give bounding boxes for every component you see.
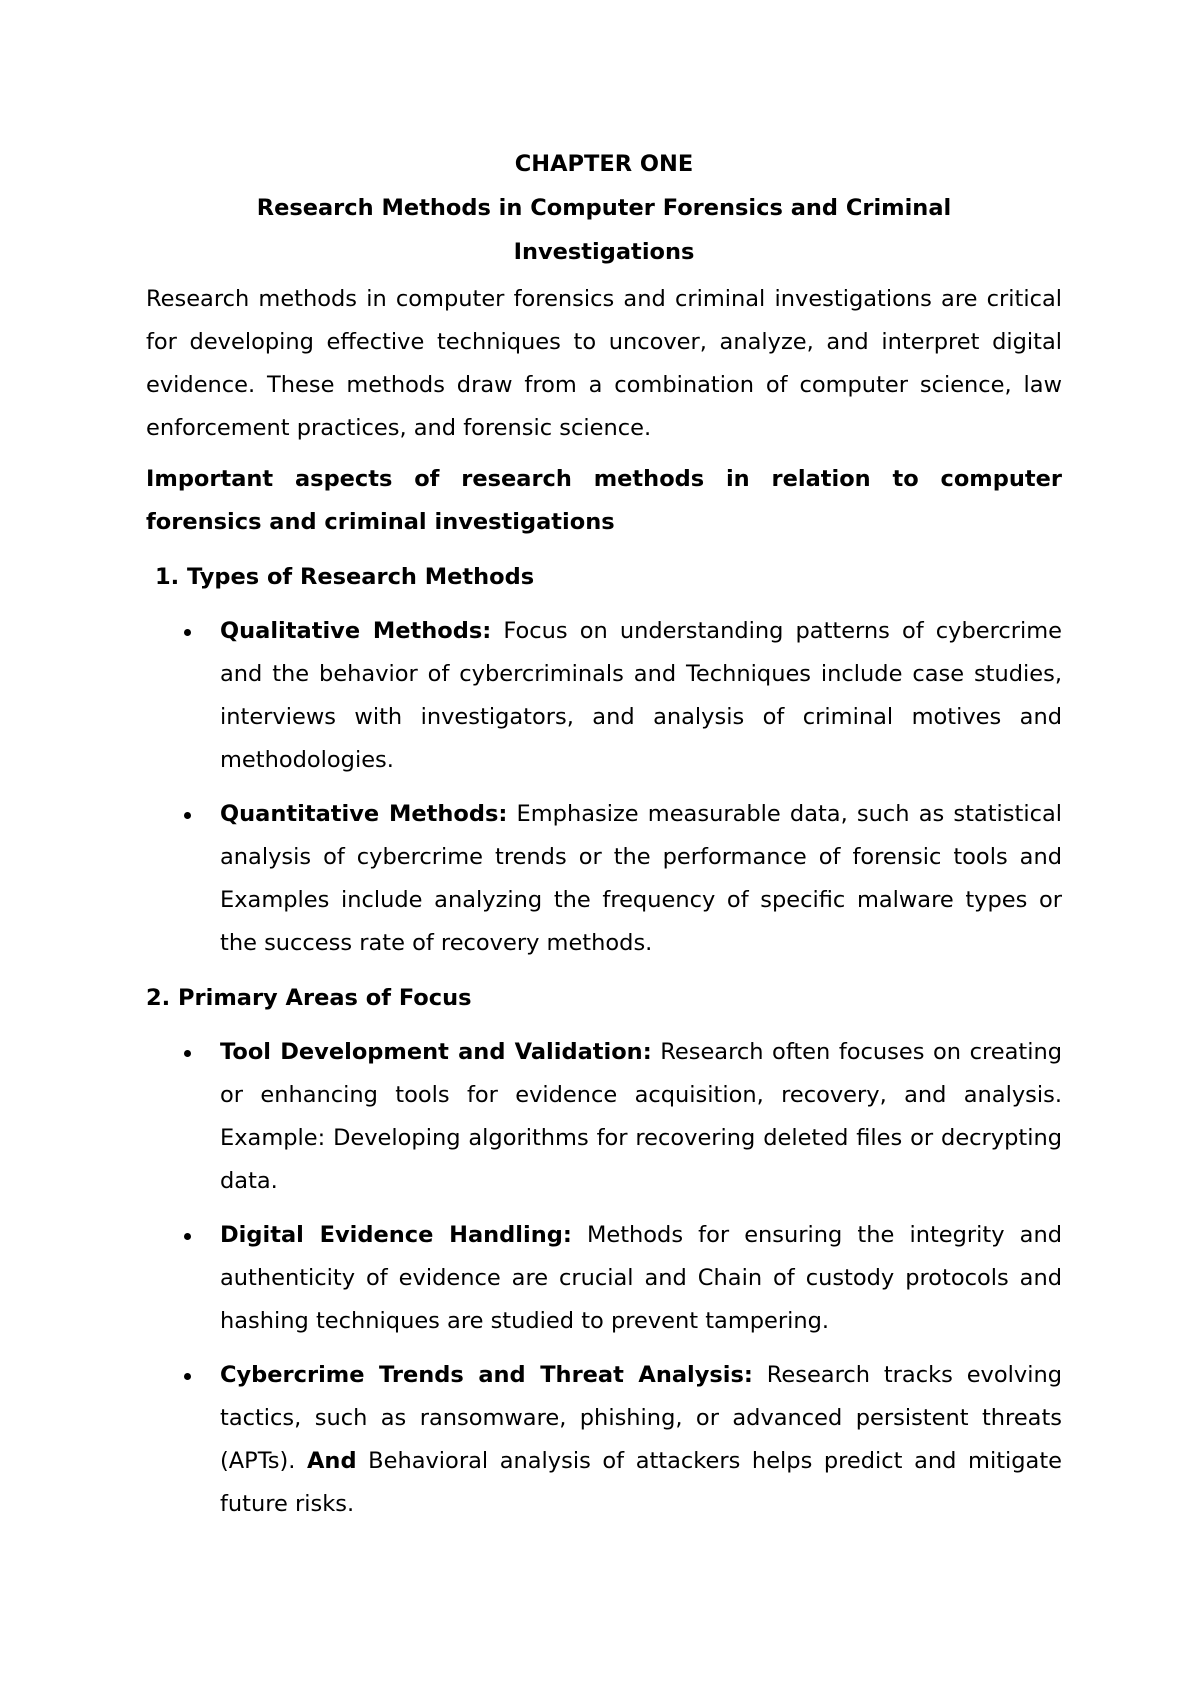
section-heading-types: 1. Types of Research Methods [155, 564, 535, 590]
list-item-text: Research tracks evolving tactics, such as ransomware, phishing, or advanced persistent threats (APTs). [220, 1362, 1062, 1474]
list-item-evidence-handling [146, 1214, 1062, 1343]
list-item-text: Research often focuses on creating or enhancing tools for evidence acquisition, recovery, and analysis. Example: Developing algorithms for recovering deleted files or decrypting data. [220, 1039, 1062, 1194]
list-item-tool-development [146, 1031, 1062, 1203]
list-item-quantitative [146, 793, 1062, 965]
list-item-term: Qualitative Methods: [220, 618, 492, 644]
document-title [146, 186, 1062, 274]
bullet-icon [184, 629, 191, 636]
list-item-term: Digital Evidence Handling: [220, 1222, 572, 1248]
focus-list [146, 1031, 1062, 1526]
list-item-term: Tool Development and Validation: [220, 1039, 652, 1065]
list-item-term: Quantitative Methods: [220, 801, 508, 827]
list-item-bold-word: And [307, 1448, 357, 1474]
bullet-icon [184, 1050, 191, 1057]
list-item-text: Emphasize measurable data, such as statistical analysis of cybercrime trends or the performance of forensic tools and Examples include analyzing the frequency of specific malware types or the success rate of recovery methods. [220, 801, 1062, 956]
chapter-heading: CHAPTER ONE [514, 151, 694, 177]
bullet-icon [184, 1233, 191, 1240]
list-item-text-after: Behavioral analysis of attackers helps predict and mitigate future risks. [220, 1448, 1063, 1517]
bullet-icon [184, 812, 191, 819]
bullet-icon [184, 1373, 191, 1380]
list-item-qualitative [146, 610, 1062, 782]
document-page [146, 142, 1062, 1526]
document-title-line-2: Investigations [513, 239, 695, 265]
types-list [146, 610, 1062, 965]
list-item-cybercrime-trends [146, 1354, 1062, 1526]
list-item-term: Cybercrime Trends and Threat Analysis: [220, 1362, 753, 1388]
aspects-heading: Important aspects of research methods in relation to computer forensics and criminal investigations [146, 466, 1062, 535]
list-item-text: Focus on understanding patterns of cybercrime and the behavior of cybercriminals and Techniques include case studies, interviews with investigators, and analysis of criminal motives and methodologies. [220, 618, 1062, 773]
document-title-line-1: Research Methods in Computer Forensics and Criminal [256, 195, 952, 221]
intro-paragraph: Research methods in computer forensics and criminal investigations are critical for developing effective techniques to uncover, analyze, and interpret digital evidence. These methods draw from a combination of computer science, law enforcement practices, and forensic science. [146, 286, 1062, 441]
section-heading-focus: 2. Primary Areas of Focus [146, 985, 472, 1011]
list-item-text: Methods for ensuring the integrity and authenticity of evidence are crucial and Chain of custody protocols and hashing techniques are studied to prevent tampering. [220, 1222, 1062, 1334]
